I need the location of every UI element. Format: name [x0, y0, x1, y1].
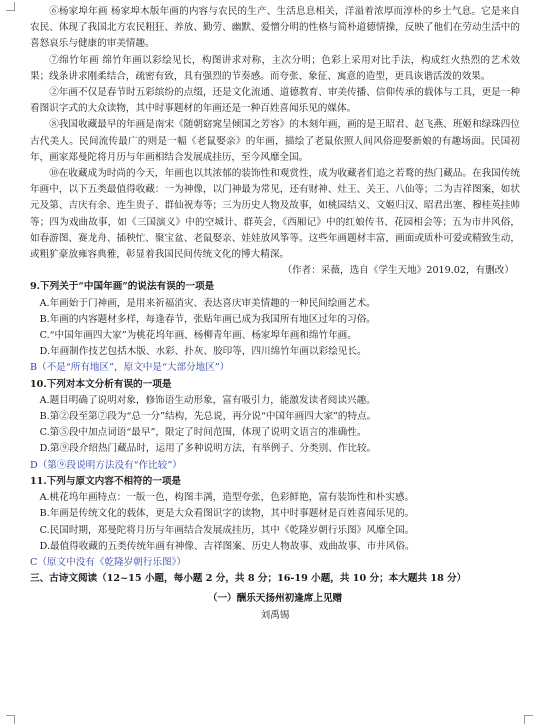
option-b: B.年画是传统文化的载体，更是大众看图识字的读物，其中时事题材是百姓喜闻乐见的。 — [39, 508, 415, 520]
article-body — [30, 4, 520, 624]
option-c: C.民国时期，郑曼陀将月历与年画结合发展成挂历，其中《乾隆岁朝行乐图》风靡全国。 — [39, 524, 415, 536]
option-a: A.年画始于门神画，是用来祈福消灾、表达喜庆审美情趣的一种民间绘画艺术。 — [39, 297, 376, 309]
crop-mark — [6, 715, 15, 724]
question-title: 10.下列对本文分析有误的一项是 — [30, 378, 172, 390]
option-d: D.最值得收藏的五类传统年画有神像、吉祥图案、历史人物故事、戏曲故事、市井风俗。 — [39, 540, 415, 552]
answer: C（原文中没有《乾隆岁朝行乐图》） — [30, 556, 187, 568]
option-c: C.第⑤段中加点词语“最早”，限定了时间范围，体现了说明文语言的准确性。 — [39, 427, 367, 439]
crop-mark — [524, 715, 533, 724]
option-a: A.桃花坞年画特点：一版一色，构图丰满，造型夸张，色彩鲜艳，富有装饰性和朴实感。 — [39, 492, 415, 504]
poem-title: （一）酬乐天扬州初逢席上见赠 — [207, 593, 343, 605]
option-c: C.“中国年画四大家”为桃花坞年画、杨柳青年画、杨家埠年画和绵竹年画。 — [39, 330, 357, 342]
option-b: B.年画的内容题材多样，每逢春节，张贴年画已成为我国所有地区过年的习俗。 — [39, 313, 376, 325]
question-10 — [30, 377, 520, 474]
option-d: D.第⑨段介绍热门藏品时，运用了多种说明方法，有举例子、分类别、作比较。 — [39, 443, 377, 455]
paragraph-mianzhu: ⑦绵竹年画 绵竹年画以彩绘见长，构图讲求对称，主次分明；色彩上采用对比手法，构成红火热烈的艺术效果；线条讲求刚柔结合，疏密有致，具有强烈的节奏感。而夸张、象征、寓意的造型，更具诙谐活泼的效果。 — [30, 54, 520, 82]
paragraph-yangjiabu: ⑥杨家埠年画 杨家埠木版年画的内容与农民的生产、生活息息相关，洋溢着浓厚而淳朴的乡土气息。它是来自农民、体现了我国北方农民粗狂、养放、勤劳、幽默、爱憎分明的性格与简朴道德情操，反映了他们在劳动生活中的喜怒哀乐与健康的审美情趣。 — [30, 6, 520, 50]
option-b: B.第②段至第⑦段为“总一分”结构，先总说，再分说“中国年画四大家”的特点。 — [39, 411, 377, 423]
paragraph-collection: ⑩在收藏成为时尚的今天，年画也以其浓郁的装饰性和观赏性，成为收藏者们追之若鹜的热门藏品。在我国传统年画中，以下五类最值得收藏：一为神像，以门神最为常见，还有财神、灶王、关王、八仙等；二为吉祥图案，如状元及第、吉庆有余、连生贵子、群仙祝寿等；三为历史人物及故事，如桃园结义、文姬归汉、昭君出塞、穆桂英挂帅等；四为戏曲故事，如《三国演义》中的空城计、群英会，《西厢记》中的红娘传书、花园相会等；五为市井风俗，如春游图、赛龙舟、插秧忙、聚宝盆、老鼠娶亲、娃娃放风筝等。这些年画题材丰富，画面或质朴可爱或精致生动，或粗犷豪放雍容典雅，彰显着我国民间传统文化的博大精深。 — [30, 168, 520, 261]
option-d: D.年画制作技艺包括木版、水彩、扑灰、胶印等，四川绵竹年画以彩绘见长。 — [39, 346, 367, 358]
option-a: A.题目明确了说明对象，修饰语生动形象，富有吸引力，能激发读者阅读兴趣。 — [39, 394, 376, 406]
question-title: 11.下列与原文内容不相符的一项是 — [30, 475, 182, 487]
question-9 — [30, 279, 520, 376]
answer: B（不是“所有地区”，原文中是“大部分地区”） — [30, 362, 230, 374]
paragraph-earliest: ⑧我国收藏最早的年画是南宋《随朝窈窕呈倾国之芳容》的木刻年画，画的是王昭君、赵飞燕、班姬和绿珠四位古代美人。民间流传最广的则是一幅《老鼠娶亲》的年画，描绘了老鼠依照人间风俗迎娶新娘的有趣场面。民国初年，画家郑曼陀将月历与年画相结合发展成挂历，至今风靡全国。 — [30, 119, 520, 163]
paragraph-carrier: ②年画不仅是春节时五彩缤纷的点缀，还是文化流通、道德教育、审美传播、信仰传承的载体与工具，更是一种看图识字式的大众读物，其中时事题材的年画还是一种百姓喜闻乐见的媒体。 — [30, 87, 520, 115]
crop-mark — [6, 2, 15, 11]
section-heading: 三、古诗文阅读（12~15 小题，每小题 2 分，共 8 分；16-19 小题，共 10 分；本大题共 18 分） — [30, 573, 467, 585]
article-source: （作者：采薇，选自《学生天地》2019.02，有删改） — [282, 265, 514, 277]
question-11 — [30, 474, 520, 571]
poem-author: 刘禹锡 — [260, 609, 290, 621]
question-title: 9.下列关于“中国年画”的说法有误的一项是 — [30, 281, 215, 293]
answer: D（第⑨段说明方法没有“作比较”） — [30, 459, 182, 471]
